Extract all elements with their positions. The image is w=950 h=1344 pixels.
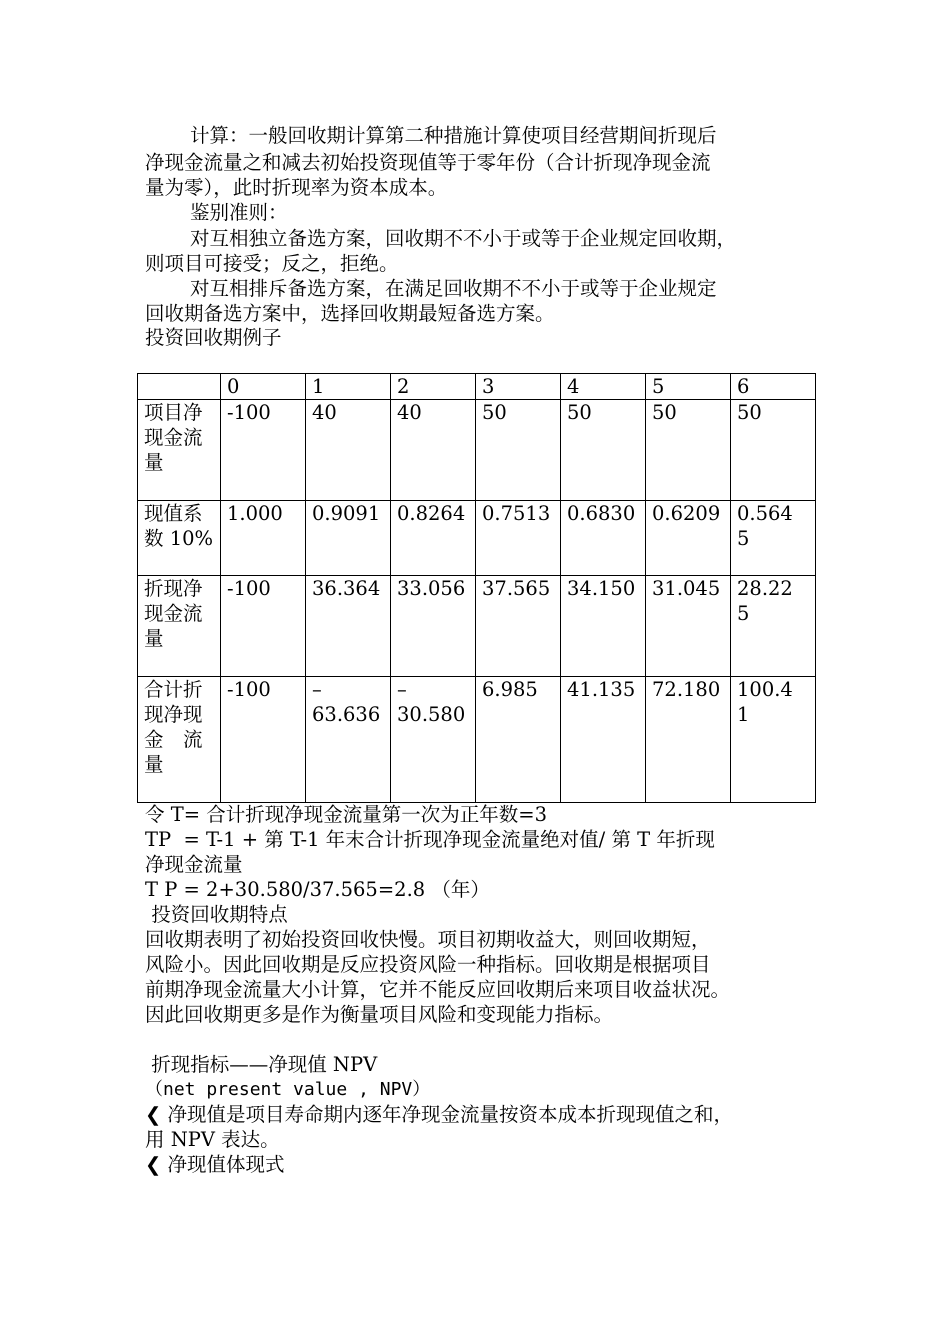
row-label-line: 金 流 — [144, 728, 203, 751]
row-label — [138, 677, 221, 803]
table-cell — [646, 677, 731, 803]
year-header: 2 — [391, 374, 476, 400]
table-cell — [476, 501, 561, 576]
cell-value: 50 — [652, 401, 677, 424]
cell-value: 0.564 — [737, 502, 793, 525]
table-cell — [306, 501, 391, 576]
cell-value: 0.6830 — [567, 502, 636, 525]
cell-value: 0.9091 — [312, 502, 381, 525]
table-cell — [731, 400, 816, 501]
table-cell — [646, 576, 731, 677]
criteria-heading: 鉴别准则： — [190, 201, 288, 224]
row-label-line: 数 10% — [144, 527, 214, 550]
cell-value: 0.8264 — [397, 502, 466, 525]
table-row — [138, 400, 816, 501]
cell-value: 5 — [737, 527, 750, 550]
cell-value: 40 — [312, 401, 337, 424]
row-label — [138, 400, 221, 501]
features-heading: 投资回收期特点 — [145, 903, 288, 926]
year-header: 3 — [476, 374, 561, 400]
cell-value: 31.045 — [652, 577, 721, 600]
table-cell — [306, 677, 391, 803]
cell-value: – — [397, 678, 407, 701]
exclusive-line-1: 对互相排斥备选方案，在满足回收期不不小于或等于企业规定 — [190, 277, 717, 300]
features-line-3: 前期净现金流量大小计算，它并不能反应回收期后来项目收益状况。 — [145, 978, 731, 1001]
example-heading: 投资回收期例子 — [145, 326, 282, 349]
independent-line-1: 对互相独立备选方案，回收期不不小于或等于企业规定回收期， — [190, 227, 737, 250]
cell-value: 50 — [482, 401, 507, 424]
cell-value: 0.7513 — [482, 502, 551, 525]
year-header: 1 — [306, 374, 391, 400]
row-label-line: 项目净 — [144, 401, 203, 424]
cell-value: 36.364 — [312, 577, 381, 600]
table-cell — [476, 576, 561, 677]
year-header: 5 — [646, 374, 731, 400]
calc-line-3: 量为零），此时折现率为资本成本。 — [145, 176, 448, 199]
features-line-1: 回收期表明了初始投资回收快慢。项目初期收益大，则回收期短， — [145, 928, 711, 951]
calc-line-1: 计算：一般回收期计算第二种措施计算使项目经营期间折现后 — [190, 124, 717, 147]
npv-english-name: （net present value , NPV） — [145, 1079, 431, 1100]
tp-calculation: T P = 2+30.580/37.565=2.8 （年） — [145, 878, 490, 901]
table-cell — [731, 501, 816, 576]
table-cell — [646, 501, 731, 576]
cell-value: 41.135 — [567, 678, 636, 701]
table-cell — [221, 501, 306, 576]
t-definition: 令 T= 合计折现净现金流量第一次为正年数=3 — [145, 803, 547, 826]
row-label — [138, 576, 221, 677]
cell-value: 33.056 — [397, 577, 466, 600]
table-cell — [391, 576, 476, 677]
cell-value: 50 — [567, 401, 592, 424]
payback-table — [137, 373, 816, 803]
table-cell — [561, 400, 646, 501]
table-cell — [221, 400, 306, 501]
table-cell — [221, 576, 306, 677]
npv-bullet-1-line-2: 用 NPV 表达。 — [145, 1128, 280, 1151]
table-cell — [476, 677, 561, 803]
table-cell — [391, 677, 476, 803]
features-line-2: 风险小。因此回收期是反应投资风险一种指标。回收期是根据项目 — [145, 953, 711, 976]
row-label-line: 现金流 — [144, 426, 203, 449]
cell-value: 34.150 — [567, 577, 636, 600]
cell-value: 1.000 — [227, 502, 283, 525]
year-header: 6 — [731, 374, 816, 400]
row-label-line: 量 — [144, 753, 164, 776]
row-label — [138, 501, 221, 576]
cell-value: 72.180 — [652, 678, 721, 701]
row-label-line: 量 — [144, 627, 164, 650]
cell-value: 30.580 — [397, 703, 466, 726]
npv-heading: 折现指标——净现值 NPV — [145, 1053, 378, 1076]
cell-value: – — [312, 678, 322, 701]
cell-value: 6.985 — [482, 678, 538, 701]
table-row — [138, 501, 816, 576]
cell-value: 37.565 — [482, 577, 551, 600]
table-cell — [306, 400, 391, 501]
table-cell — [391, 501, 476, 576]
table-cell — [561, 501, 646, 576]
cell-value: -100 — [227, 678, 271, 701]
calc-line-2: 净现金流量之和减去初始投资现值等于零年份（合计折现净现金流 — [145, 151, 711, 174]
table-cell — [306, 576, 391, 677]
row-label-line: 现净现 — [144, 703, 203, 726]
row-label-line: 折现净 — [144, 577, 203, 600]
cell-value: 0.6209 — [652, 502, 721, 525]
cell-value: 100.4 — [737, 678, 793, 701]
exclusive-line-2: 回收期备选方案中，选择回收期最短备选方案。 — [145, 302, 555, 325]
table-cell — [391, 400, 476, 501]
row-label-line: 合计折 — [144, 678, 203, 701]
table-cell — [476, 400, 561, 501]
table-cell — [561, 677, 646, 803]
table-row — [138, 677, 816, 803]
cell-value: 28.22 — [737, 577, 793, 600]
table-cell — [731, 677, 816, 803]
table-row — [138, 576, 816, 677]
tp-formula-line-2: 净现金流量 — [145, 853, 243, 876]
table-cell — [221, 677, 306, 803]
year-header: 0 — [221, 374, 306, 400]
features-line-4: 因此回收期更多是作为衡量项目风险和变现能力指标。 — [145, 1003, 614, 1026]
row-label-line: 量 — [144, 451, 164, 474]
cell-value: 63.636 — [312, 703, 381, 726]
year-header: 4 — [561, 374, 646, 400]
table-corner-cell — [138, 374, 221, 400]
table-cell — [731, 576, 816, 677]
npv-bullet-2: ❮ 净现值体现式 — [145, 1153, 285, 1176]
row-label-line: 现金流 — [144, 602, 203, 625]
cell-value: 50 — [737, 401, 762, 424]
tp-formula-line-1: TP = T-1 + 第 T-1 年末合计折现净现金流量绝对值/ 第 T 年折现 — [145, 828, 715, 851]
cell-value: 5 — [737, 602, 750, 625]
cell-value: -100 — [227, 577, 271, 600]
independent-line-2: 则项目可接受；反之，拒绝。 — [145, 252, 399, 275]
cell-value: -100 — [227, 401, 271, 424]
cell-value: 40 — [397, 401, 422, 424]
table-cell — [561, 576, 646, 677]
cell-value: 1 — [737, 703, 750, 726]
table-header-row — [138, 374, 816, 400]
npv-bullet-1-line-1: ❮ 净现值是项目寿命期内逐年净现金流量按资本成本折现现值之和， — [145, 1103, 734, 1126]
row-label-line: 现值系 — [144, 502, 203, 525]
table-cell — [646, 400, 731, 501]
